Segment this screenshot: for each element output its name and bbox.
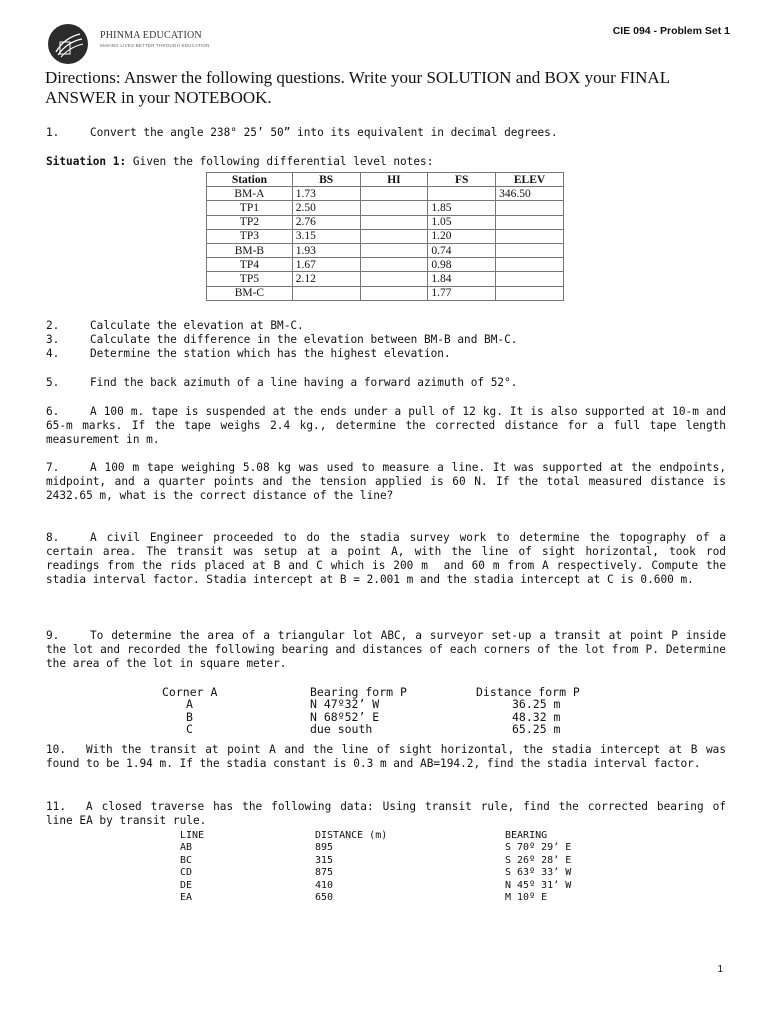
question-number: 4. bbox=[46, 347, 60, 360]
course-code: CIE 094 - Problem Set 1 bbox=[612, 25, 730, 37]
cell-fs: 1.77 bbox=[428, 286, 496, 300]
cell-bearing: S 26º 28’ E bbox=[505, 854, 572, 866]
table-row bbox=[207, 215, 564, 229]
question-number: 11. bbox=[46, 800, 67, 813]
header-corner: Corner A bbox=[162, 685, 218, 699]
cell-elev bbox=[496, 243, 564, 257]
question-text: A closed traverse has the following data: Using transit rule, find the corrected bearing of line EA by transit rule. bbox=[46, 800, 733, 827]
cell-elev bbox=[496, 201, 564, 215]
table-row bbox=[180, 867, 600, 879]
logo-tagline: MAKING LIVES BETTER THROUGH EDUCATION bbox=[100, 43, 210, 48]
cell-hi bbox=[360, 258, 428, 272]
cell-fs: 0.74 bbox=[428, 243, 496, 257]
cell-hi bbox=[360, 187, 428, 201]
cell-bearing: N 45º 31’ W bbox=[505, 879, 572, 891]
question-number: 5. bbox=[46, 376, 60, 389]
question-text: A 100 m tape weighing 5.08 kg was used to measure a line. It was supported at the endpoints, midpoint, and a quarter points and the tension applied is 60 N. If the total measured distance is 2432.65 m, what is the correct distance of the line? bbox=[46, 461, 733, 502]
header-fs: FS bbox=[428, 173, 496, 187]
cell-fs: 1.05 bbox=[428, 215, 496, 229]
cell-corner: C bbox=[186, 722, 193, 737]
question-text: Find the back azimuth of a line having a forward azimuth of 52°. bbox=[90, 376, 518, 389]
question-number: 10. bbox=[46, 743, 67, 756]
header-elev: ELEV bbox=[496, 173, 564, 187]
cell-distance: 650 bbox=[315, 891, 334, 903]
cell-fs: 1.20 bbox=[428, 229, 496, 243]
cell-line: CD bbox=[180, 867, 193, 879]
cell-distance: 315 bbox=[315, 854, 334, 866]
level-table-body bbox=[207, 187, 564, 301]
table-row bbox=[207, 201, 564, 215]
question-2 bbox=[46, 319, 726, 333]
table-row bbox=[180, 892, 600, 904]
cell-corner: B bbox=[186, 709, 193, 724]
cell-hi bbox=[360, 243, 428, 257]
cell-distance: 65.25 m bbox=[512, 722, 561, 737]
table-body bbox=[180, 842, 600, 904]
cell-hi bbox=[360, 286, 428, 300]
header-distance: DISTANCE (m) bbox=[315, 830, 388, 841]
cell-hi bbox=[360, 229, 428, 243]
question-6 bbox=[46, 405, 733, 447]
cell-bearing: S 70º 29’ E bbox=[505, 842, 572, 854]
cell-corner: A bbox=[186, 697, 193, 712]
cell-distance: 875 bbox=[315, 867, 334, 879]
cell-bearing: S 63º 33’ W bbox=[505, 867, 572, 879]
traverse-table bbox=[180, 830, 600, 904]
table-header-row bbox=[207, 173, 564, 187]
question-8 bbox=[46, 531, 733, 587]
table-row bbox=[207, 229, 564, 243]
cell-bearing: M 10º E bbox=[505, 891, 548, 903]
question-text: To determine the area of a triangular lot ABC, a surveyor set-up a transit at point P inside the lot and recorded the following bearing and distances of each corners of the lot from P. Determine the area of the lot in square meter. bbox=[46, 629, 733, 670]
situation-1 bbox=[46, 155, 726, 169]
header-station: Station bbox=[207, 173, 293, 187]
cell-bs: 2.50 bbox=[292, 201, 360, 215]
bearing-distance-table bbox=[160, 685, 620, 735]
table-row bbox=[160, 697, 620, 712]
header-bearing: BEARING bbox=[505, 830, 548, 841]
cell-station: TP2 bbox=[207, 215, 293, 229]
table-row bbox=[160, 710, 620, 722]
cell-bs: 3.15 bbox=[292, 229, 360, 243]
table-row bbox=[180, 880, 600, 892]
question-5 bbox=[46, 376, 726, 390]
table-header-row bbox=[160, 685, 620, 697]
phinma-logo bbox=[46, 22, 246, 66]
table-row bbox=[207, 258, 564, 272]
cell-station: TP3 bbox=[207, 229, 293, 243]
question-text: Calculate the elevation at BM-C. bbox=[90, 319, 304, 332]
cell-station: BM-B bbox=[207, 243, 293, 257]
cell-bs: 2.12 bbox=[292, 272, 360, 286]
question-9 bbox=[46, 629, 733, 671]
cell-elev bbox=[496, 272, 564, 286]
header-line: LINE bbox=[180, 830, 205, 841]
cell-bs: 2.76 bbox=[292, 215, 360, 229]
question-text: Convert the angle 238° 25’ 50” into its equivalent in decimal degrees. bbox=[90, 126, 558, 139]
table-row bbox=[207, 243, 564, 257]
cell-bearing: due south bbox=[310, 722, 373, 737]
level-notes-table bbox=[206, 172, 564, 301]
question-number: 9. bbox=[46, 629, 60, 642]
question-number: 3. bbox=[46, 333, 60, 346]
table-row bbox=[180, 842, 600, 854]
question-text: A civil Engineer proceeded to do the stadia survey work to determine the topography of a certain area. The transit was setup at a point A, with the line of sight horizontal, took rod readings from the rids placed at B and C which is 200 m and 60 m from A respectively. Compute the stadia interval factor. Stadia intercept at B = 2.001 m and the stadia intercept at C is 0.600 m. bbox=[46, 531, 733, 586]
cell-station: TP1 bbox=[207, 201, 293, 215]
cell-hi bbox=[360, 215, 428, 229]
cell-distance: 48.32 m bbox=[512, 709, 561, 724]
directions: Directions: Answer the following questions. Write your SOLUTION and BOX your FINAL ANSWER in your NOTEBOOK. bbox=[45, 68, 670, 107]
cell-station: TP4 bbox=[207, 258, 293, 272]
cell-bearing: N 68º52’ E bbox=[310, 709, 380, 724]
table-header-row bbox=[180, 830, 600, 842]
cell-fs: 1.84 bbox=[428, 272, 496, 286]
header-hi: HI bbox=[360, 173, 428, 187]
cell-bs: 1.73 bbox=[292, 187, 360, 201]
cell-bs: 1.67 bbox=[292, 258, 360, 272]
cell-distance: 36.25 m bbox=[512, 697, 561, 712]
logo-name: PHINMA EDUCATION bbox=[100, 30, 202, 41]
cell-fs bbox=[428, 187, 496, 201]
cell-line: EA bbox=[180, 891, 193, 903]
cell-line: AB bbox=[180, 842, 193, 854]
question-11 bbox=[46, 800, 733, 828]
table-body bbox=[160, 697, 620, 737]
header-distance: Distance form P bbox=[476, 685, 580, 699]
question-number: 1. bbox=[46, 126, 60, 139]
table-row bbox=[207, 272, 564, 286]
cell-station: BM-A bbox=[207, 187, 293, 201]
table-row bbox=[180, 855, 600, 867]
table-row bbox=[207, 286, 564, 300]
table-row bbox=[207, 187, 564, 201]
question-3 bbox=[46, 333, 726, 347]
situation-label: Situation 1: bbox=[46, 155, 127, 168]
cell-fs: 1.85 bbox=[428, 201, 496, 215]
cell-elev bbox=[496, 258, 564, 272]
cell-bearing: N 47º32’ W bbox=[310, 697, 380, 712]
cell-elev bbox=[496, 229, 564, 243]
header-bearing: Bearing form P bbox=[310, 685, 407, 699]
cell-line: DE bbox=[180, 879, 193, 891]
header-bs: BS bbox=[292, 173, 360, 187]
question-number: 2. bbox=[46, 319, 60, 332]
cell-fs: 0.98 bbox=[428, 258, 496, 272]
question-text: A 100 m. tape is suspended at the ends under a pull of 12 kg. It is also supported at 10-m and 65-m marks. If the tape weighs 2.4 kg., determine the corrected distance for a full tape length measurement in m. bbox=[46, 405, 733, 446]
question-text: With the transit at point A and the line of sight horizontal, the stadia intercept at B was found to be 1.94 m. If the stadia constant is 0.3 m and AB=194.2, find the stadia interval factor. bbox=[46, 743, 733, 770]
cell-distance: 410 bbox=[315, 879, 334, 891]
logo-mark-icon bbox=[46, 22, 92, 66]
cell-elev: 346.50 bbox=[496, 187, 564, 201]
cell-bs bbox=[292, 286, 360, 300]
question-4 bbox=[46, 347, 726, 361]
question-7 bbox=[46, 461, 733, 503]
cell-bs: 1.93 bbox=[292, 243, 360, 257]
question-number: 8. bbox=[46, 531, 60, 544]
cell-elev bbox=[496, 286, 564, 300]
question-1 bbox=[46, 126, 726, 140]
question-10 bbox=[46, 743, 733, 771]
table-row bbox=[160, 722, 620, 737]
cell-station: BM-C bbox=[207, 286, 293, 300]
cell-elev bbox=[496, 215, 564, 229]
question-text: Determine the station which has the highest elevation. bbox=[90, 347, 451, 360]
page-number: 1 bbox=[717, 964, 723, 975]
cell-station: TP5 bbox=[207, 272, 293, 286]
cell-hi bbox=[360, 272, 428, 286]
cell-line: BC bbox=[180, 854, 193, 866]
question-text: Calculate the difference in the elevation between BM-B and BM-C. bbox=[90, 333, 518, 346]
question-number: 6. bbox=[46, 405, 60, 418]
question-number: 7. bbox=[46, 461, 60, 474]
situation-text: Given the following differential level notes: bbox=[126, 155, 434, 168]
cell-hi bbox=[360, 201, 428, 215]
cell-distance: 895 bbox=[315, 842, 334, 854]
